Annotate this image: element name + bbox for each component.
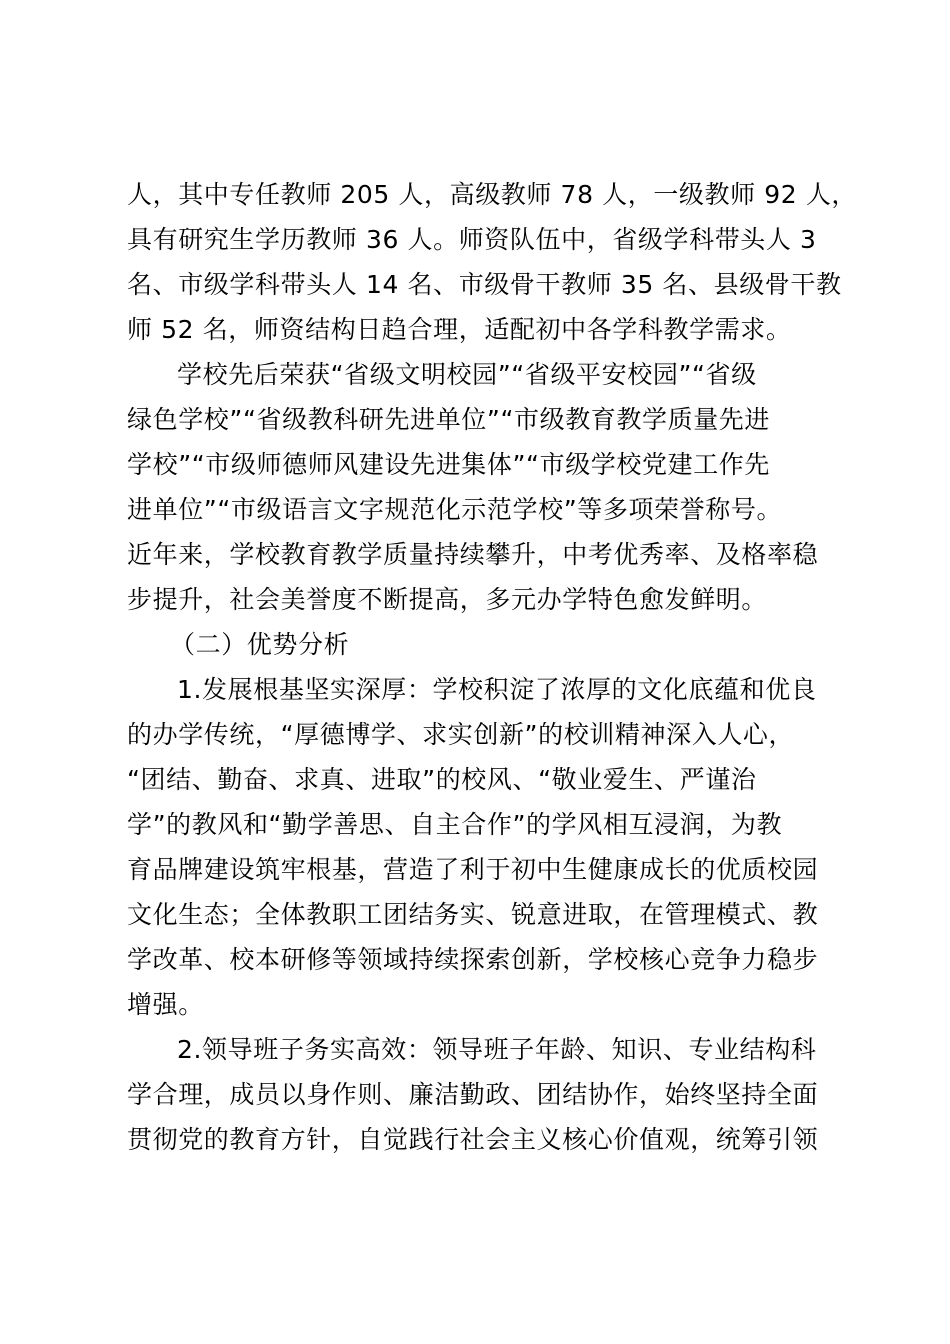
text-line-8: 进单位”“市级语言文字规范化示范学校”等多项荣誉称号。 — [127, 495, 783, 524]
text-line-4: 师 52 名，师资结构日趋合理，适配初中各学科教学需求。 — [127, 315, 792, 344]
text-line-14: “团结、勤奋、求真、进取”的校风、“敬业爱生、严谨治 — [127, 765, 757, 794]
section-heading: （二）优势分析 — [170, 630, 350, 659]
text-line-7: 学校”“市级师德师风建设先进集体”“市级学校党建工作先 — [127, 450, 771, 479]
text-line-20: 2.领导班子务实高效：领导班子年龄、知识、专业结构科 — [177, 1035, 817, 1064]
text-line-17: 文化生态；全体教职工团结务实、锐意进取，在管理模式、教 — [127, 900, 819, 929]
text-line-16: 育品牌建设筑牢根基，营造了利于初中生健康成长的优质校园 — [127, 855, 819, 884]
text-line-13: 的办学传统，“厚德博学、求实创新”的校训精神深入人心， — [127, 720, 795, 749]
text-line-15: 学”的教风和“勤学善思、自主合作”的学风相互浸润，为教 — [127, 810, 783, 839]
text-line-21: 学合理，成员以身作则、廉洁勤政、团结协作，始终坚持全面 — [127, 1080, 819, 1109]
text-line-1: 人，其中专任教师 205 人，高级教师 78 人，一级教师 92 人， — [127, 180, 858, 209]
text-line-18: 学改革、校本研修等领域持续探索创新，学校核心竞争力稳步 — [127, 945, 819, 974]
text-line-22: 贯彻党的教育方针，自觉践行社会主义核心价值观，统筹引领 — [127, 1125, 819, 1154]
text-line-19: 增强。 — [127, 990, 204, 1019]
text-line-9: 近年来，学校教育教学质量持续攀升，中考优秀率、及格率稳 — [127, 540, 819, 569]
text-line-2: 具有研究生学历教师 36 人。师资队伍中，省级学科带头人 3 — [127, 225, 817, 254]
text-line-5: 学校先后荣获“省级文明校园”“省级平安校园”“省级 — [177, 360, 757, 389]
text-line-3: 名、市级学科带头人 14 名、市级骨干教师 35 名、县级骨干教 — [127, 270, 842, 299]
text-line-10: 步提升，社会美誉度不断提高，多元办学特色愈发鲜明。 — [127, 585, 768, 614]
text-line-6: 绿色学校”“省级教科研先进单位”“市级教育教学质量先进 — [127, 405, 771, 434]
text-line-12: 1.发展根基坚实深厚：学校积淀了浓厚的文化底蕴和优良 — [177, 675, 817, 704]
